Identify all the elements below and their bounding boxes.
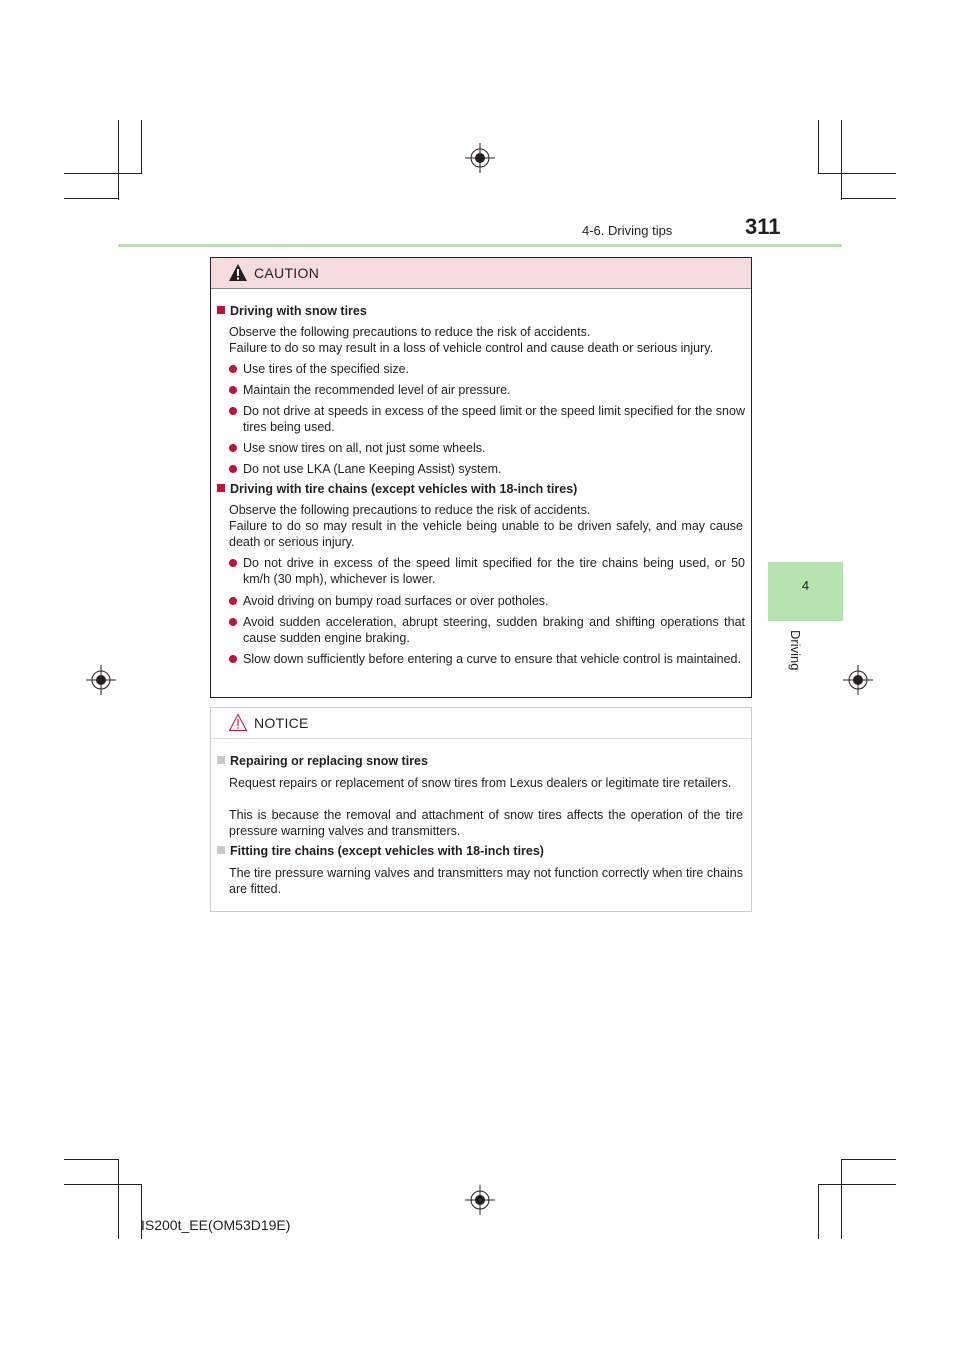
bullet-icon xyxy=(229,597,237,605)
notice-heading-fitting-chains: Fitting tire chains (except vehicles with 18-inch tires) xyxy=(217,844,544,858)
crop-mark xyxy=(141,120,142,174)
crop-mark xyxy=(818,1184,896,1185)
registration-mark-icon xyxy=(86,665,116,695)
section-title: 4-6. Driving tips xyxy=(582,223,673,238)
square-bullet-icon xyxy=(217,846,225,854)
paragraph: This is because the removal and attachment of snow tires affects the operation of the tire pressure warning valves and transmitters. xyxy=(229,808,743,838)
chapter-tab xyxy=(768,562,843,621)
warning-triangle-outline-icon xyxy=(228,713,248,732)
bullet-icon xyxy=(229,365,237,373)
list-item: Avoid sudden acceleration, abrupt steering, sudden braking and shifting operations that cause sudden engine braking. xyxy=(229,614,745,646)
crop-mark xyxy=(64,173,142,174)
list-item: Slow down sufficiently before entering a curve to ensure that vehicle control is maintained. xyxy=(229,651,745,667)
registration-mark-icon xyxy=(465,1185,495,1215)
document-code: IS200t_EE(OM53D19E) xyxy=(141,1217,291,1233)
crop-mark xyxy=(841,1159,842,1239)
caution-heading-tire-chains: Driving with tire chains (except vehicles with 18-inch tires) xyxy=(217,482,577,496)
list-item: Do not drive at speeds in excess of the speed limit or the speed limit specified for the snow tires being used. xyxy=(229,403,745,435)
list-item: Maintain the recommended level of air pressure. xyxy=(229,382,745,398)
crop-mark xyxy=(818,120,819,174)
paragraph: Observe the following precautions to reduce the risk of accidents. xyxy=(229,325,591,339)
list-item: Use snow tires on all, not just some wheels. xyxy=(229,440,745,456)
chapter-label: Driving xyxy=(788,630,803,671)
notice-header xyxy=(211,708,751,739)
notice-heading-repairing: Repairing or replacing snow tires xyxy=(217,754,428,768)
bullet-icon xyxy=(229,386,237,394)
list-item: Do not use LKA (Lane Keeping Assist) system. xyxy=(229,461,745,477)
list-item: Avoid driving on bumpy road surfaces or over potholes. xyxy=(229,593,745,609)
caution-heading-snow-tires: Driving with snow tires xyxy=(217,304,367,318)
crop-mark xyxy=(818,1184,819,1239)
paragraph: Failure to do so may result in the vehicle being unable to be driven safely, and may cause death or serious injury. xyxy=(229,519,743,549)
crop-mark xyxy=(64,1159,119,1160)
bullet-icon xyxy=(229,465,237,473)
caution-title: CAUTION xyxy=(254,265,320,281)
paragraph: Observe the following precautions to reduce the risk of accidents. xyxy=(229,503,591,517)
bullet-icon xyxy=(229,618,237,626)
crop-mark xyxy=(118,1159,119,1239)
header-rule xyxy=(118,244,842,247)
crop-mark xyxy=(841,120,842,200)
paragraph: Failure to do so may result in a loss of vehicle control and cause death or serious injury. xyxy=(229,341,714,355)
chapter-number: 4 xyxy=(801,578,810,593)
crop-mark xyxy=(818,173,896,174)
list-item: Do not drive in excess of the speed limit specified for the tire chains being used, or 50 km/h (30 mph), whichever is lower. xyxy=(229,555,745,587)
bullet-icon xyxy=(229,559,237,567)
crop-mark xyxy=(64,1184,142,1185)
paragraph: Request repairs or replacement of snow tires from Lexus dealers or legitimate tire retailers. xyxy=(229,776,732,790)
crop-mark xyxy=(118,120,119,200)
crop-mark xyxy=(64,198,119,199)
list-item: Use tires of the specified size. xyxy=(229,361,745,377)
chapter-label-vertical xyxy=(789,628,829,678)
warning-triangle-icon xyxy=(228,263,248,282)
square-bullet-icon xyxy=(217,306,225,314)
bullet-icon xyxy=(229,655,237,663)
registration-mark-icon xyxy=(465,143,495,173)
bullet-icon xyxy=(229,444,237,452)
registration-mark-icon xyxy=(843,665,873,695)
bullet-icon xyxy=(229,407,237,415)
notice-box xyxy=(210,707,752,912)
paragraph: The tire pressure warning valves and transmitters may not function correctly when tire chains are fitted. xyxy=(229,866,743,896)
square-bullet-icon xyxy=(217,756,225,764)
notice-title: NOTICE xyxy=(254,715,309,731)
caution-box xyxy=(210,257,752,698)
crop-mark xyxy=(841,198,896,199)
square-bullet-icon xyxy=(217,484,225,492)
crop-mark xyxy=(841,1159,896,1160)
caution-header xyxy=(211,258,751,289)
page-number: 311 xyxy=(745,214,781,239)
